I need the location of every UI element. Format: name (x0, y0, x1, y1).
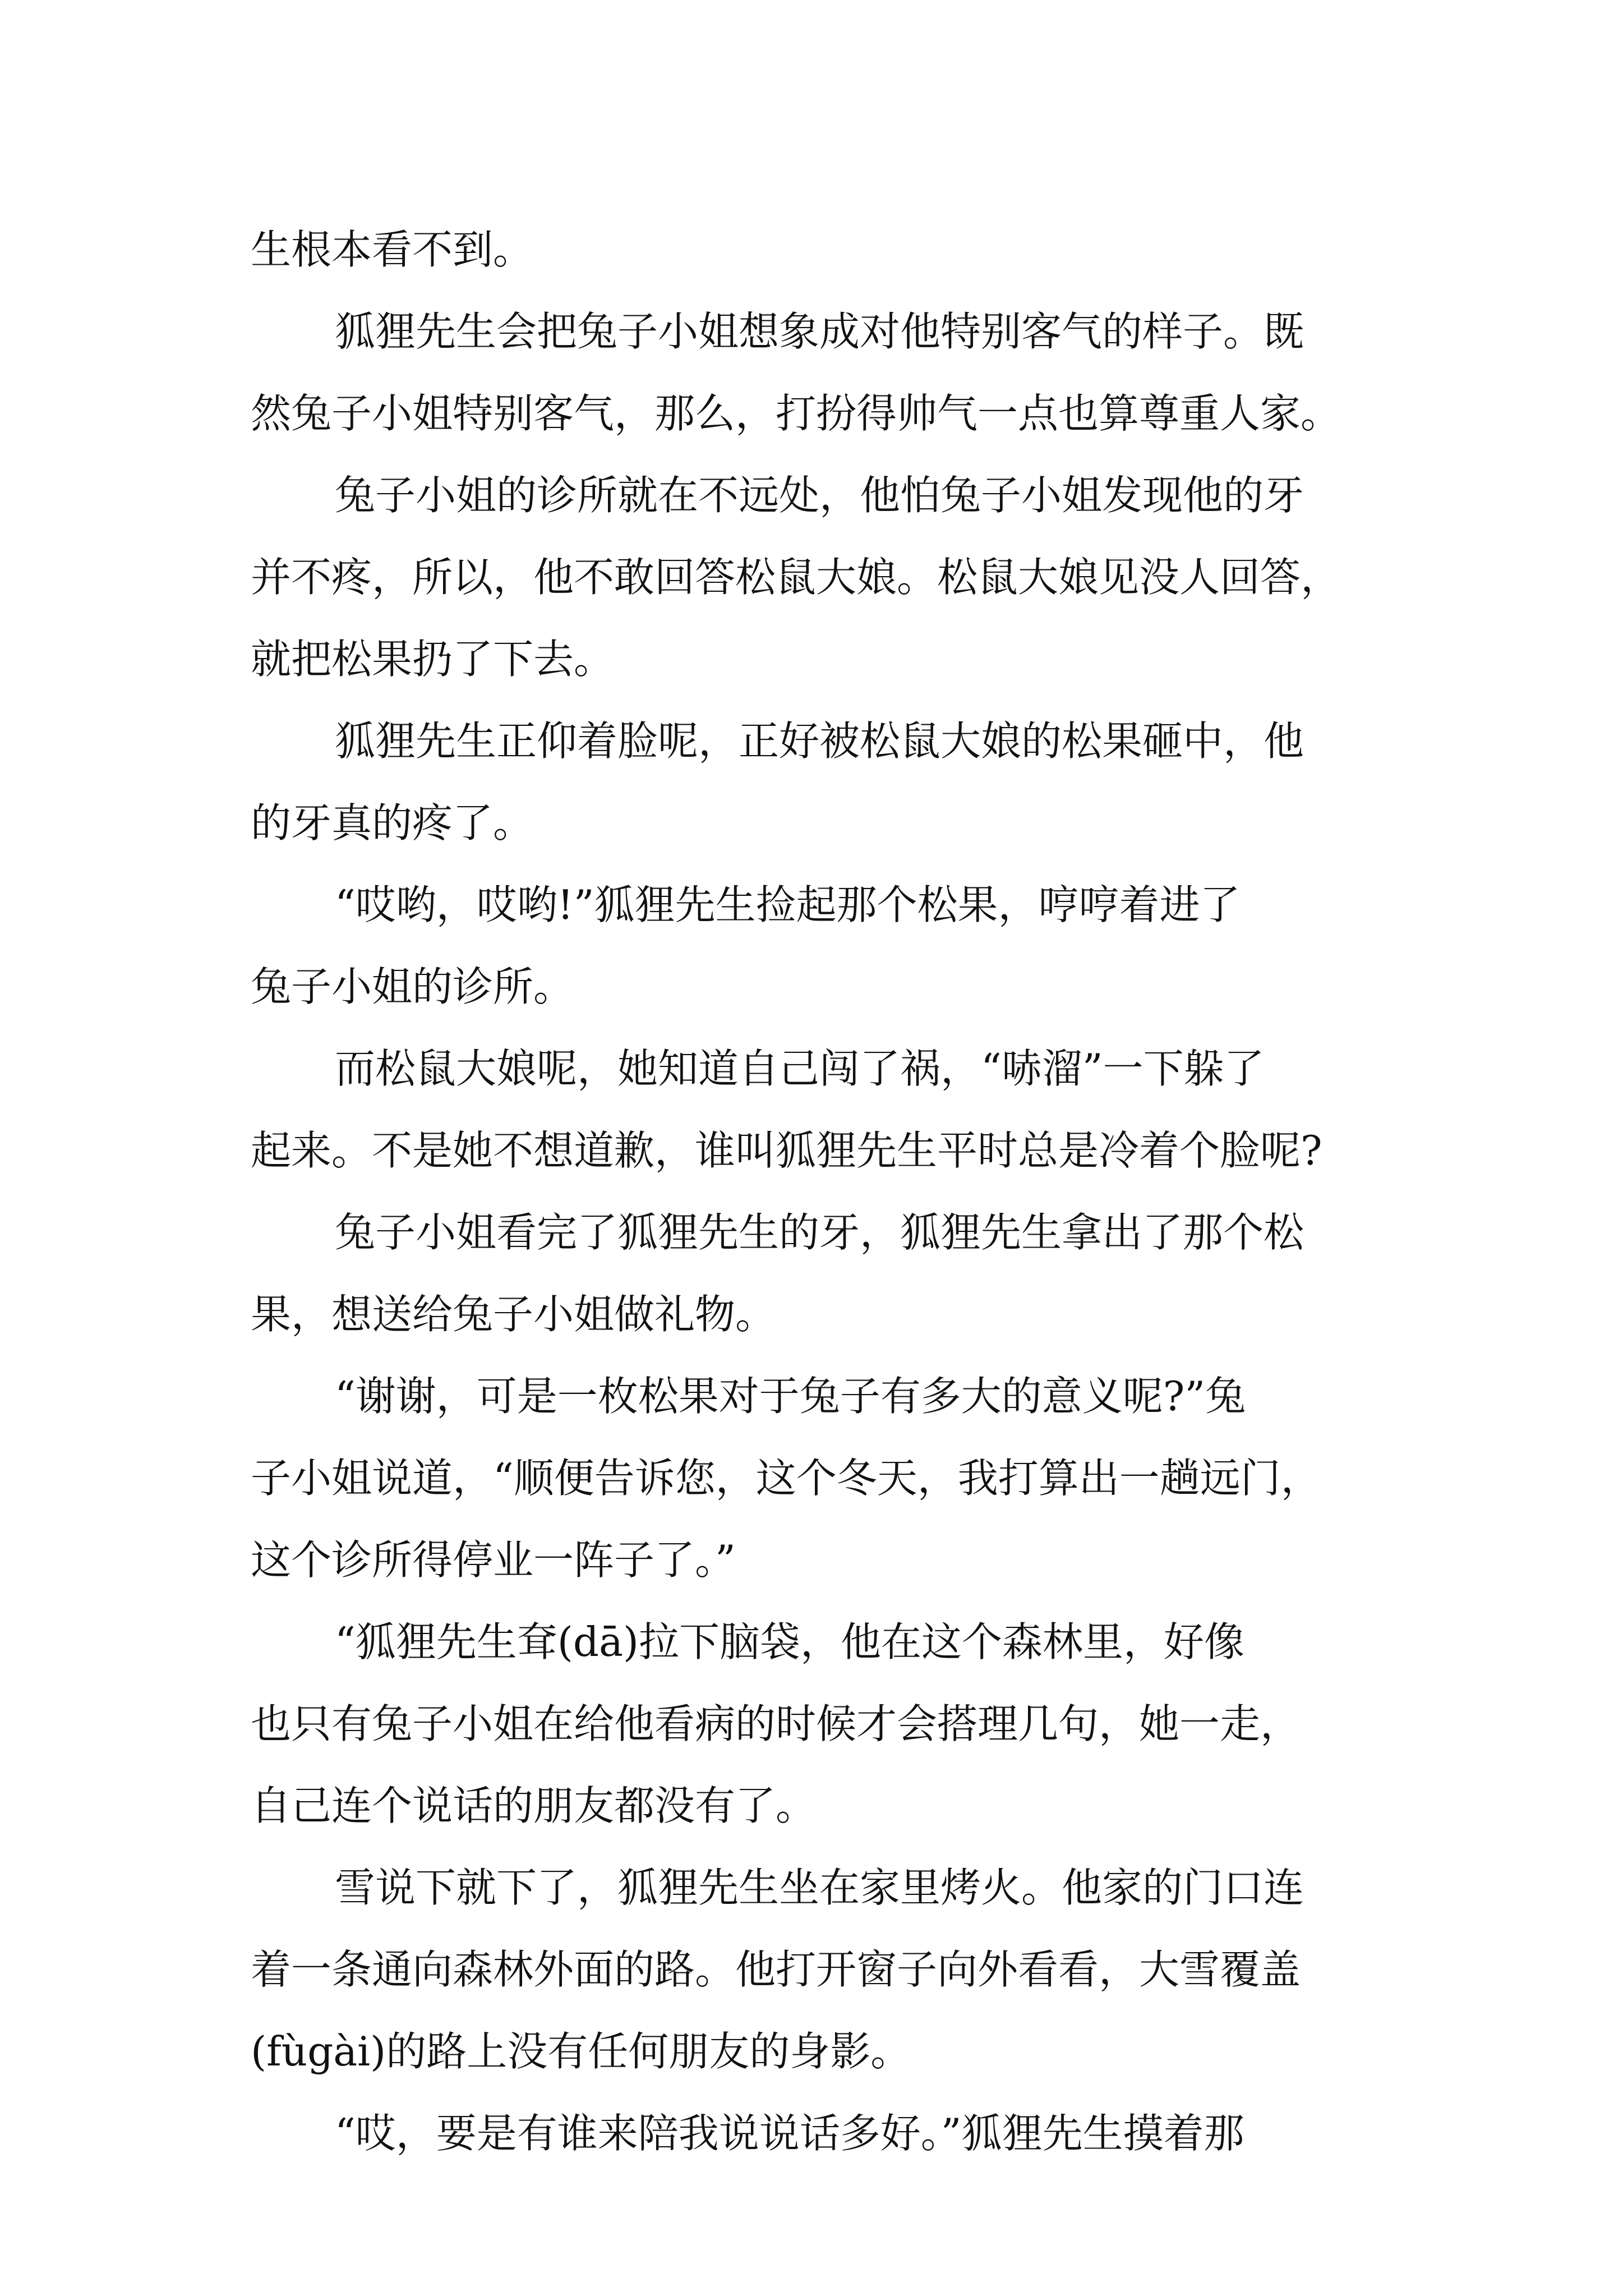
text-line: 起来。不是她不想道歉，谁叫狐狸先生平时总是冷着个脸呢? (251, 1127, 1322, 1174)
text-line: 着一条通向森林外面的路。他打开窗子向外看看，大雪覆盖 (251, 1946, 1301, 1993)
text-line: “谢谢，可是一枚松果对于兔子有多大的意义呢?”兔 (335, 1373, 1246, 1420)
text-line: 而松鼠大娘呢，她知道自己闯了祸，“哧溜”一下躲了 (335, 1045, 1265, 1092)
text-line: 的牙真的疼了。 (251, 799, 534, 846)
text-line: 雪说下就下了，狐狸先生坐在家里烤火。他家的门口连 (335, 1864, 1304, 1911)
text-line: 子小姐说道，“顺便告诉您，这个冬天，我打算出一趟远门， (251, 1455, 1321, 1502)
text-line: 兔子小姐的诊所就在不远处，他怕兔子小姐发现他的牙 (335, 472, 1304, 519)
text-line: 然兔子小姐特别客气，那么，打扮得帅气一点也算尊重人家。 (251, 390, 1341, 437)
text-line: 这个诊所得停业一阵子了。” (251, 1536, 736, 1584)
document-page (251, 209, 1386, 2174)
text-line: “狐狸先生耷(dā)拉下脑袋，他在这个森林里，好像 (335, 1618, 1245, 1665)
text-line: 并不疼，所以，他不敢回答松鼠大娘。松鼠大娘见没人回答， (251, 554, 1341, 601)
text-line: (fùgài)的路上没有任何朋友的身影。 (251, 2028, 911, 2075)
text-line: 生根本看不到。 (251, 226, 534, 273)
text-line: “哎哟，哎哟!”狐狸先生捡起那个松果，哼哼着进了 (335, 881, 1241, 928)
text-line: 就把松果扔了下去。 (251, 636, 615, 683)
text-line: 狐狸先生正仰着脸呢，正好被松鼠大娘的松果砸中，他 (335, 717, 1304, 765)
text-line: “哎，要是有谁来陪我说说话多好。”狐狸先生摸着那 (335, 2110, 1244, 2157)
text-line: 自己连个说话的朋友都没有了。 (251, 1782, 817, 1829)
text-line: 兔子小姐看完了狐狸先生的牙，狐狸先生拿出了那个松 (335, 1209, 1304, 1256)
text-line: 也只有兔子小姐在给他看病的时候才会搭理几句，她一走， (251, 1700, 1301, 1747)
text-line: 果，想送给兔子小姐做礼物。 (251, 1291, 776, 1338)
text-line: 兔子小姐的诊所。 (251, 963, 574, 1010)
text-line: 狐狸先生会把兔子小姐想象成对他特别客气的样子。既 (335, 308, 1304, 355)
